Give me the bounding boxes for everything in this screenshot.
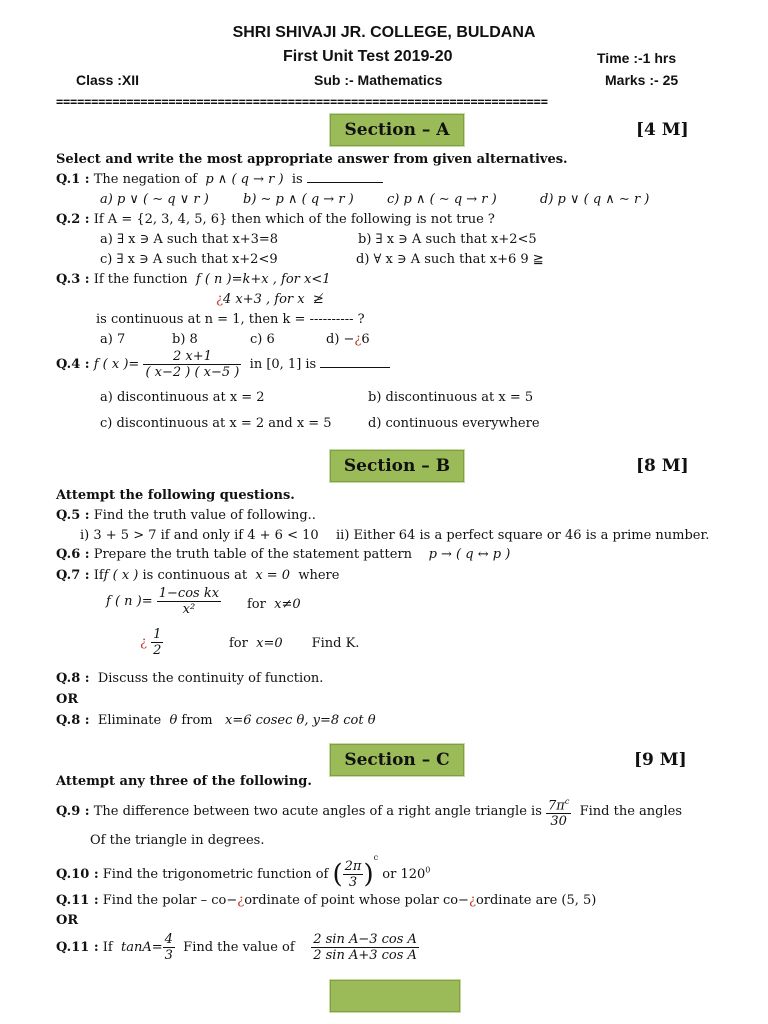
q1-tail: is xyxy=(291,172,303,187)
q1-number: Q.1 : xyxy=(56,172,90,187)
q10-paren-left: ( xyxy=(332,859,343,890)
q10-number: Q.10 : xyxy=(56,867,99,882)
q5-part-ii: ii) Either 64 is a perfect square or 46 is a prime number. xyxy=(336,528,710,543)
q7-number: Q.7 : xyxy=(56,568,90,583)
q3-option-d-label: d) − xyxy=(326,332,355,347)
q9-line2: Of the triangle in degrees. xyxy=(90,833,265,848)
q11b-expr: tanA= xyxy=(120,940,163,955)
q11b-fraction xyxy=(311,932,419,963)
section-c-banner xyxy=(330,744,464,776)
college-name: SHRI SHIVAJI JR. COLLEGE, BULDANA xyxy=(232,24,536,41)
q3-unknown-glyph: ¿ xyxy=(216,292,223,307)
q11a-glyph2: ¿ xyxy=(468,893,476,908)
q1-line xyxy=(56,172,383,187)
q3-func-symbol: ≱ xyxy=(312,292,324,307)
or-label-2: OR xyxy=(56,913,79,928)
q10-sup: c xyxy=(373,853,379,862)
time-info: Time :-1 hrs xyxy=(597,50,677,66)
q4-number: Q.4 : xyxy=(56,357,90,372)
q3-func-piece: 4 x+3 , for x xyxy=(222,292,305,307)
q3-text: If the function xyxy=(93,272,188,287)
section-a-marks: [4 M] xyxy=(636,120,689,140)
q7-half xyxy=(151,627,163,658)
q6-expression: p → ( q ↔ p ) xyxy=(428,547,511,562)
q10-or: or xyxy=(382,867,397,882)
q6-number: Q.6 : xyxy=(56,547,90,562)
q8b-equations: x=6 cosec θ, y=8 cot θ xyxy=(225,713,376,728)
q8a-number: Q.8 : xyxy=(56,671,90,686)
q6-text: Prepare the truth table of the statement pattern xyxy=(93,547,413,562)
q7-for1: for xyxy=(247,597,266,612)
q9-fraction xyxy=(546,794,571,829)
q11b-tan-den: 3 xyxy=(164,948,173,963)
q10-text: Find the trigonometric function of xyxy=(102,867,329,882)
section-b-instruction: Attempt the following questions. xyxy=(56,488,295,503)
q2-option-c: c) ∃ x ∋ A such that x+2<9 xyxy=(100,252,278,267)
q10-degree: 120 xyxy=(400,867,426,882)
q11b-number: Q.11 : xyxy=(56,940,99,955)
q5-line xyxy=(56,508,316,523)
q9-tail: Find the angles xyxy=(579,804,682,820)
q4-option-c: c) discontinuous at x = 2 and x = 5 xyxy=(100,416,332,431)
section-b-marks: [8 M] xyxy=(636,456,689,476)
q7-text3: where xyxy=(298,568,340,583)
q9-denominator: 30 xyxy=(550,814,567,830)
q7-find: Find K. xyxy=(311,636,360,651)
section-a-instruction: Select and write the most appropriate answer from given alternatives. xyxy=(56,152,568,167)
q11a-text1: Find the polar – co− xyxy=(102,893,238,908)
q7-fn: f ( n )= xyxy=(106,594,153,609)
q1-option-a: a) p ∨ ( ∼ q ∨ r ) xyxy=(100,192,209,207)
q7-cond1-expr: x≠0 xyxy=(274,597,301,612)
q10-fraction xyxy=(343,859,364,890)
q7-text1: If xyxy=(93,568,104,583)
q11a-number: Q.11 : xyxy=(56,893,99,908)
q7-numerator: 1−cos kx xyxy=(158,586,220,601)
q1-text: The negation of xyxy=(93,172,198,187)
q5-part-i: i) 3 + 5 > 7 if and only if 4 + 6 < 10 xyxy=(80,528,319,543)
q3-option-d-value: 6 xyxy=(361,332,370,347)
q10-denominator: 3 xyxy=(348,875,358,890)
q8b-from: from xyxy=(181,713,213,728)
q11b-denominator: 2 sin A+3 cos A xyxy=(313,948,417,963)
header-rule: ====================================================================== xyxy=(56,95,548,109)
q5-text: Find the truth value of following.. xyxy=(93,508,316,523)
or-label-1: OR xyxy=(56,692,79,707)
q8b-number: Q.8 : xyxy=(56,713,90,728)
q2-option-a: a) ∃ x ∋ A such that x+3=8 xyxy=(100,232,279,247)
q11a-text2: ordinate of point whose polar co− xyxy=(244,893,469,908)
q4-fraction xyxy=(143,349,241,380)
q3-option-a: a) 7 xyxy=(100,332,126,347)
q11b-text1: If xyxy=(102,940,113,955)
q3-func-line1: f ( n )=k+x , for x<1 xyxy=(195,272,331,287)
q3-option-d xyxy=(326,332,370,347)
q11b-text2: Find the value of xyxy=(183,940,295,955)
q4-numerator: 2 x+1 xyxy=(143,349,241,365)
section-c-title: Section – C xyxy=(344,750,450,770)
q3-continuity: is continuous at n = 1, then k = ---------- ? xyxy=(96,312,365,327)
q7-unknown-glyph: ¿ xyxy=(140,635,147,650)
q7-fraction xyxy=(157,586,221,617)
q4-tail: in [0, 1] is xyxy=(249,357,317,372)
q11b-numerator: 2 sin A−3 cos A xyxy=(313,932,417,947)
q8b-theta: θ xyxy=(169,713,178,728)
q11a-text3: ordinate are (5, 5) xyxy=(475,893,597,908)
q8b-text: Eliminate xyxy=(97,713,162,728)
q1-option-b: b) ∼ p ∧ ( q → r ) xyxy=(243,192,354,207)
q2-text: If A = {2, 3, 4, 5, 6} then which of the following is not true ? xyxy=(93,212,495,227)
q9-num-sup: c xyxy=(564,797,570,806)
q10-paren-right: ) xyxy=(363,859,374,890)
q11b-tan-num: 4 xyxy=(164,932,173,947)
q1-option-d: d) p ∨ ( q ∧ ∼ r ) xyxy=(540,192,650,207)
q3-option-d-glyph: ¿ xyxy=(354,332,362,347)
q8a-line xyxy=(56,671,323,686)
q8b-line xyxy=(56,713,376,728)
q11a-glyph1: ¿ xyxy=(237,893,245,908)
q2-number: Q.2 : xyxy=(56,212,90,227)
q4-option-d: d) continuous everywhere xyxy=(368,416,540,431)
section-c-marks: [9 M] xyxy=(634,750,687,770)
q4-denominator: ( x−2 ) ( x−5 ) xyxy=(145,365,240,380)
q3-option-c: c) 6 xyxy=(250,332,275,347)
section-b-banner xyxy=(330,450,464,482)
q10-degree-sup: 0 xyxy=(425,865,431,875)
q7-fx: f ( x ) xyxy=(103,568,139,583)
q3-option-b: b) 8 xyxy=(172,332,198,347)
q11b-tan-fraction xyxy=(163,932,175,963)
q4-blank xyxy=(320,367,390,368)
section-a-banner xyxy=(330,114,464,146)
q1-blank xyxy=(307,182,383,183)
q9-line xyxy=(56,794,682,829)
q7-cond1 xyxy=(247,597,301,612)
q10-numerator: 2π xyxy=(344,859,362,874)
q7-function-row2 xyxy=(140,627,163,658)
q7-text2: is continuous at xyxy=(142,568,248,583)
q9-number: Q.9 : xyxy=(56,804,90,820)
q2-option-b: b) ∃ x ∋ A such that x+2<5 xyxy=(358,232,537,247)
q7-cond2-expr: x=0 xyxy=(256,636,283,651)
q9-numerator xyxy=(546,794,571,814)
q7-half-num: 1 xyxy=(153,627,162,642)
q4-option-a: a) discontinuous at x = 2 xyxy=(100,390,265,405)
q11a-line xyxy=(56,893,596,908)
test-title: First Unit Test 2019-20 xyxy=(283,48,453,65)
section-c-instruction: Attempt any three of the following. xyxy=(56,774,312,789)
section-b-title: Section – B xyxy=(343,456,451,476)
q3-number: Q.3 : xyxy=(56,272,90,287)
q6-line xyxy=(56,547,510,562)
q5-number: Q.5 : xyxy=(56,508,90,523)
empty-section-banner xyxy=(330,980,460,1012)
q7-function-row1 xyxy=(106,586,221,617)
q4-option-b: b) discontinuous at x = 5 xyxy=(368,390,534,405)
q9-num-value: 7π xyxy=(548,798,565,814)
q1-option-c: c) p ∧ ( ∼ q → r ) xyxy=(387,192,497,207)
q8a-text: Discuss the continuity of function. xyxy=(97,671,324,686)
q3-line xyxy=(56,272,331,287)
class-info: Class :XII xyxy=(76,72,140,88)
q7-at: x = 0 xyxy=(255,568,291,583)
q11b-line xyxy=(56,932,419,963)
q4-line xyxy=(56,349,390,380)
q7-half-den: 2 xyxy=(153,643,162,658)
q2-line xyxy=(56,212,495,227)
q10-line xyxy=(56,853,430,890)
q2-option-d: d) ∀ x ∋ A such that x+6 9 ≧ xyxy=(356,252,544,267)
q7-line xyxy=(56,568,339,583)
q1-expression: p ∧ ( q → r ) xyxy=(205,172,284,187)
section-a-title: Section – A xyxy=(344,120,450,140)
q3-func-line2 xyxy=(216,292,324,307)
q4-function: f ( x )= xyxy=(93,357,140,372)
q9-text: The difference between two acute angles of a right angle triangle is xyxy=(93,804,542,820)
marks-info: Marks :- 25 xyxy=(605,72,679,88)
subject-info: Sub :- Mathematics xyxy=(314,72,443,88)
q7-cond2 xyxy=(229,636,359,651)
q7-for2: for xyxy=(229,636,248,651)
q7-denominator: x² xyxy=(182,602,196,617)
